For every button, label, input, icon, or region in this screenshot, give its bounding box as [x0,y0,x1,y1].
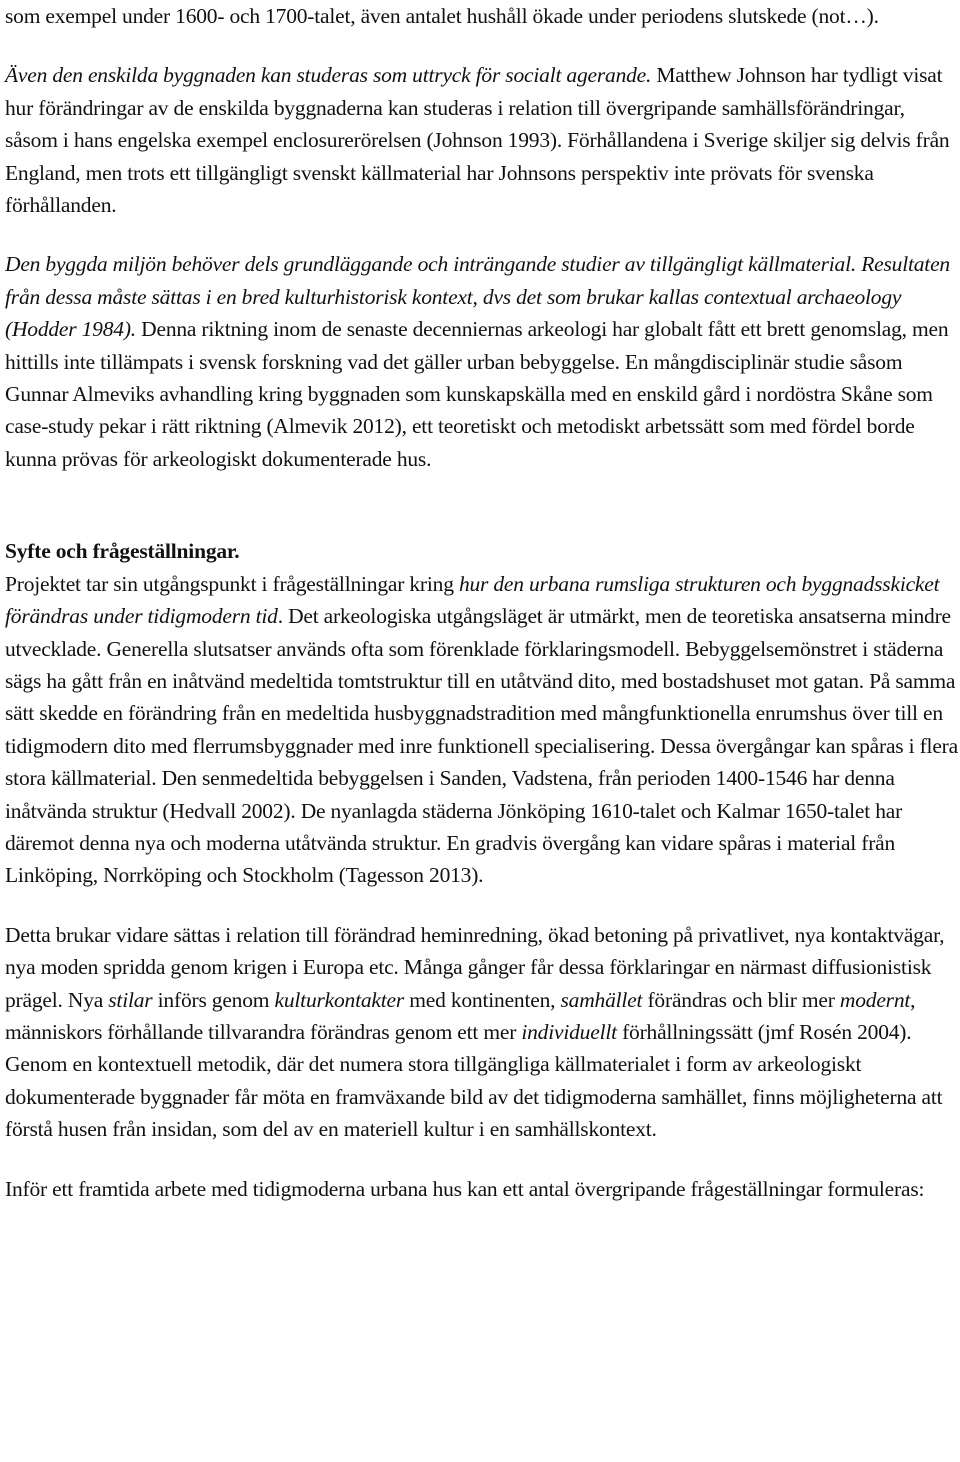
paragraph-gap [5,32,960,59]
paragraph-gap [5,892,960,919]
italic-text-run: modernt [839,987,911,1012]
text-run: som exempel under 1600- och 1700-talet, även antalet hushåll ökade under periodens slutskede (not…). [5,4,879,28]
text-run: förhållningssätt (jmf Rosén 2004). Genom en kontextuell metodik, där det numera stora tillgängliga källmaterialet i form av arkeologiskt dokumenterade byggnader får möta en framväxande bild av det tidigmoderna samhället, finns möjligheterna att förstå husen från insidan, som del av en materiell kultur i en samhällskontext. [5,1019,943,1142]
document-page [5,0,960,1205]
section-heading: Syfte och frågeställningar. [5,539,240,564]
italic-text-run: samhället [560,987,643,1012]
paragraph-heminredning [5,919,960,1146]
paragraph-gap [5,1146,960,1173]
text-run: Projektet tar sin utgångspunkt i frågeställningar kring [5,571,459,596]
paragraph-johnson [5,59,960,221]
paragraph-byggda-miljon [5,248,960,475]
section-gap [5,475,960,535]
italic-text-run: individuellt [521,1019,617,1044]
text-run: Inför ett framtida arbete med tidigmoderna urbana hus kan ett antal övergripande frågeställningar formuleras: [5,1176,925,1201]
italic-text-run: Även den enskilda byggnaden kan studeras som uttryck för socialt agerande. [5,63,652,88]
text-run: Denna riktning inom de senaste decenniernas arkeologi har globalt fått ett brett genomslag, men hittills inte tillämpats i svensk forskning vad det gäller urban bebyggelse. En mångdisciplinär studie såsom Gunnar Almeviks avhandling kring byggnaden som kunskapskälla med en enskild gård i nordöstra Skåne som case-study pekar i rätt riktning (Almevik 2012), ett teoretiskt och metodiskt arbetssätt som med fördel borde kunna prövas för arkeologiskt dokumenterade hus. [5,317,949,471]
text-run: . Det arkeologiska utgångsläget är utmärkt, men de teoretiska ansatserna mindre utvecklade. Generella slutsatser används ofta som förenklade förklaringsmodell. Bebyggelsemönstret i städerna sägs ha gått från en inåtvänd medeltida tomtstruktur till en utåtvänd dito, med bostadshuset mot gatan. På samma sätt skedde en förändring från en medeltida husbyggnadstradition med mångfunktionella enrumshus över till en tidigmodern dito med flerrumsbyggnader med inre funktionell specialisering. Dessa övergångar kan spåras i flera stora källmaterial. Den senmedeltida bebyggelsen i Sanden, Vadstena, från perioden 1400-1546 har denna inåtvända struktur (Hedvall 2002). De nyanlagda städerna Jönköping 1610-talet och Kalmar 1650-talet har däremot denna nya och moderna utåtvända struktur. En gradvis övergång kan vidare spåras i material från Linköping, Norrköping och Stockholm (Tagesson 2013). [5,604,958,888]
text-run: förändras och blir mer [642,987,840,1012]
italic-text-run: hur den urbana rumsliga strukturen och byggnadsskicket förändras under tidigmodern tid [5,571,940,629]
text-run: , människors förhållande tillvarandra förändras genom ett mer [5,987,916,1044]
text-run: Detta brukar vidare sättas i relation till förändrad heminredning, ökad betoning på privatlivet, nya kontaktvägar, nya moden spridda genom krigen i Europa etc. Många gånger får dessa förklaringar en närmast diffusionistisk prägel. Nya [5,922,945,1012]
paragraph-gap [5,221,960,248]
italic-text-run: stilar [108,987,153,1012]
text-run: Matthew Johnson har tydligt visat hur förändringar av de enskilda byggnaderna kan studeras i relation till övergripande samhällsförändringar, såsom i hans engelska exempel enclosurerörelsen (Johnson 1993). Förhållandena i Sverige skiljer sig delvis från England, men trots ett tillgängligt svenskt källmaterial har Johnsons perspektiv inte prövats för svenska förhållanden. [5,63,950,218]
paragraph-framtida-arbete [5,1173,960,1205]
paragraph-projektet [5,568,960,892]
italic-text-run: kulturkontakter [274,987,405,1012]
italic-text-run: Den byggda miljön behöver dels grundläggande och inträngande studier av tillgängligt källmaterial. Resultaten från dessa måste sättas i en bred kulturhistorisk kontext, dvs det som brukar kallas contextual archaeology (Hodder 1984). [5,252,950,342]
paragraph-intro [5,0,960,32]
text-run: med kontinenten, [404,987,561,1012]
text-run: införs genom [152,987,275,1012]
